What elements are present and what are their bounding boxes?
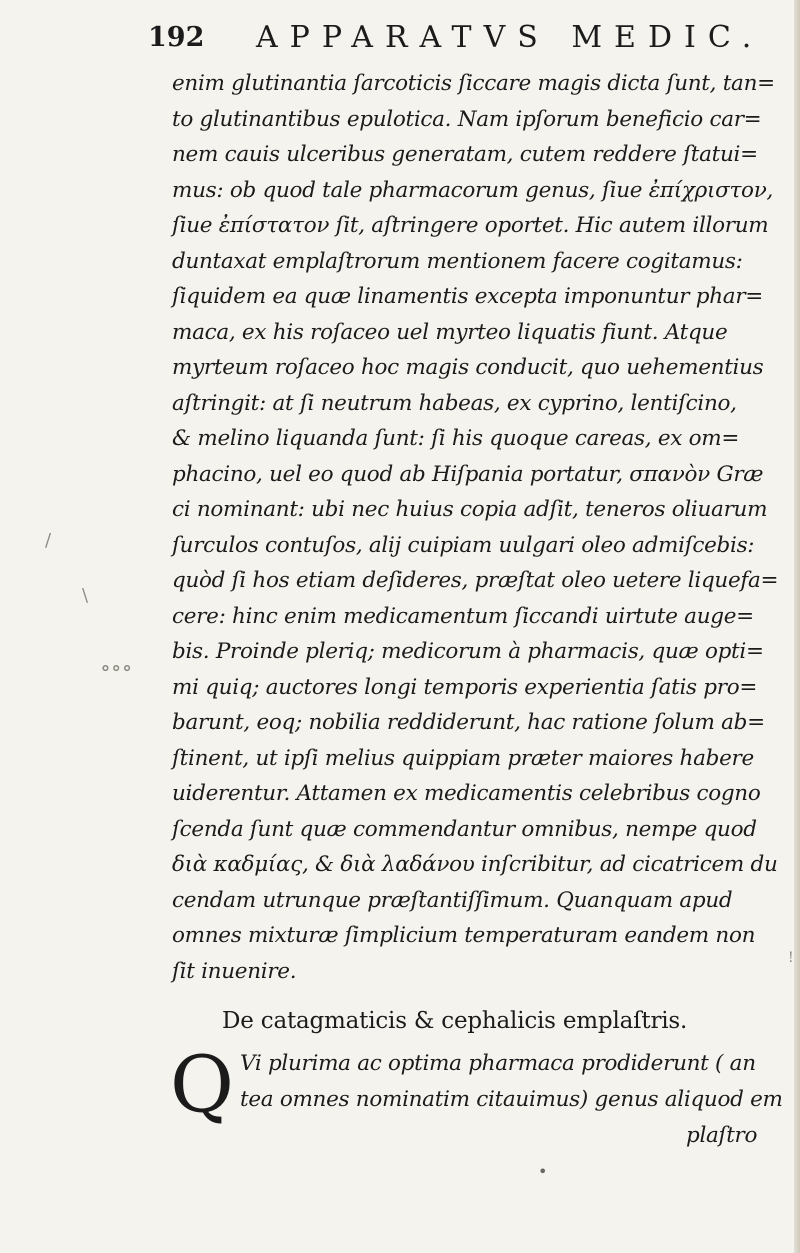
- text-line: maca, ex his roſaceo uel myrteo liquatis fiunt. Atque: [172, 319, 728, 345]
- text-line: cendam utrunque præſtantiſſimum. Quanquam apud: [172, 887, 733, 913]
- text-line: Vi plurima ac optima pharmaca prodiderunt ( an: [240, 1051, 756, 1076]
- text-line: ſiue ἐπίστατον ſit, aſtringere oportet. Hic autem illorum: [172, 213, 769, 238]
- text-line: ſiquidem ea quæ linamentis excepta imponuntur phar=: [172, 284, 764, 309]
- page-number: 192: [148, 22, 205, 53]
- text-line: & melino liquanda ſunt: ſi his quoque careas, ex om=: [172, 426, 740, 451]
- text-line: ſurculos contuſos, alij cuipiam uulgari oleo admiſcebis:: [172, 532, 755, 558]
- margin-dot: •: [538, 1162, 548, 1181]
- text-line: nem cauis ulceribus generatam, cutem reddere ſtatui=: [172, 142, 758, 167]
- text-line: mus: ob quod tale pharmacorum genus, ſiue ἐπίχριστον,: [172, 177, 774, 203]
- margin-mark: ∘∘∘: [100, 656, 133, 681]
- text-line: uiderentur. Attamen ex medicamentis celebribus cogno: [172, 781, 761, 806]
- text-line: cere: hinc enim medicamentum ſiccandi uirtute auge=: [172, 603, 754, 629]
- margin-mark: \: [82, 585, 89, 606]
- text-line: enim glutinantia ſarcoticis ſiccare magis dicta ſunt, tan=: [172, 71, 775, 96]
- margin-mark: /: [45, 530, 52, 551]
- text-line: ci nominant: ubi nec huius copia adſit, teneros oliuarum: [172, 497, 768, 522]
- text-line: ſtinent, ut ipſi melius quippiam præter maiores habere: [172, 745, 754, 771]
- text-line: to glutinantibus epulotica. Nam ipſorum beneficio car=: [172, 106, 762, 132]
- text-line: mi quiq; auctores longi temporis experientia ſatis pro=: [172, 674, 758, 700]
- text-line: myrteum roſaceo hoc magis conducit, quo uehementius: [172, 355, 764, 380]
- running-title: APPARATVS MEDIC.: [256, 20, 764, 55]
- page-edge-shadow: [794, 0, 800, 1253]
- text-line: ſit inuenire.: [172, 958, 297, 984]
- text-line: bis. Proinde pleriq; medicorum à pharmacis, quæ opti=: [172, 639, 764, 664]
- text-line: quòd ſi hos etiam deſideres, præſtat oleo uetere liquefa=: [172, 568, 779, 593]
- catchword: plaſtro: [686, 1123, 758, 1148]
- text-line: barunt, eoq; nobilia reddiderunt, hac ratione ſolum ab=: [172, 710, 765, 735]
- body-text: [172, 66, 779, 989]
- page-header: [148, 18, 764, 58]
- text-line: phacino, uel eo quod ab Hiſpania portatur, σπανὸν Græ: [172, 461, 764, 487]
- text-line: tea omnes nominatim citauimus) genus aliquod em: [240, 1087, 783, 1112]
- section-heading: De catagmaticis & cephalicis emplaſtris.: [222, 1008, 688, 1034]
- text-line: duntaxat emplaſtrorum mentionem facere cogitamus:: [172, 248, 743, 274]
- text-line: ſcenda ſunt quæ commendantur omnibus, nempe quod: [172, 816, 757, 842]
- text-line: omnes mixturæ ſimplicium temperaturam eandem non: [172, 923, 756, 948]
- margin-mark: !: [788, 950, 794, 966]
- text-line: aſtringit: at ſi neutrum habeas, ex cyprino, lentiſcino,: [172, 390, 737, 416]
- opening-paragraph: [240, 1046, 783, 1118]
- text-line: διὰ καδμίας, & διὰ λαδάνου inſcribitur, ad cicatricem du: [172, 852, 778, 877]
- drop-cap-initial: Q: [170, 1040, 234, 1130]
